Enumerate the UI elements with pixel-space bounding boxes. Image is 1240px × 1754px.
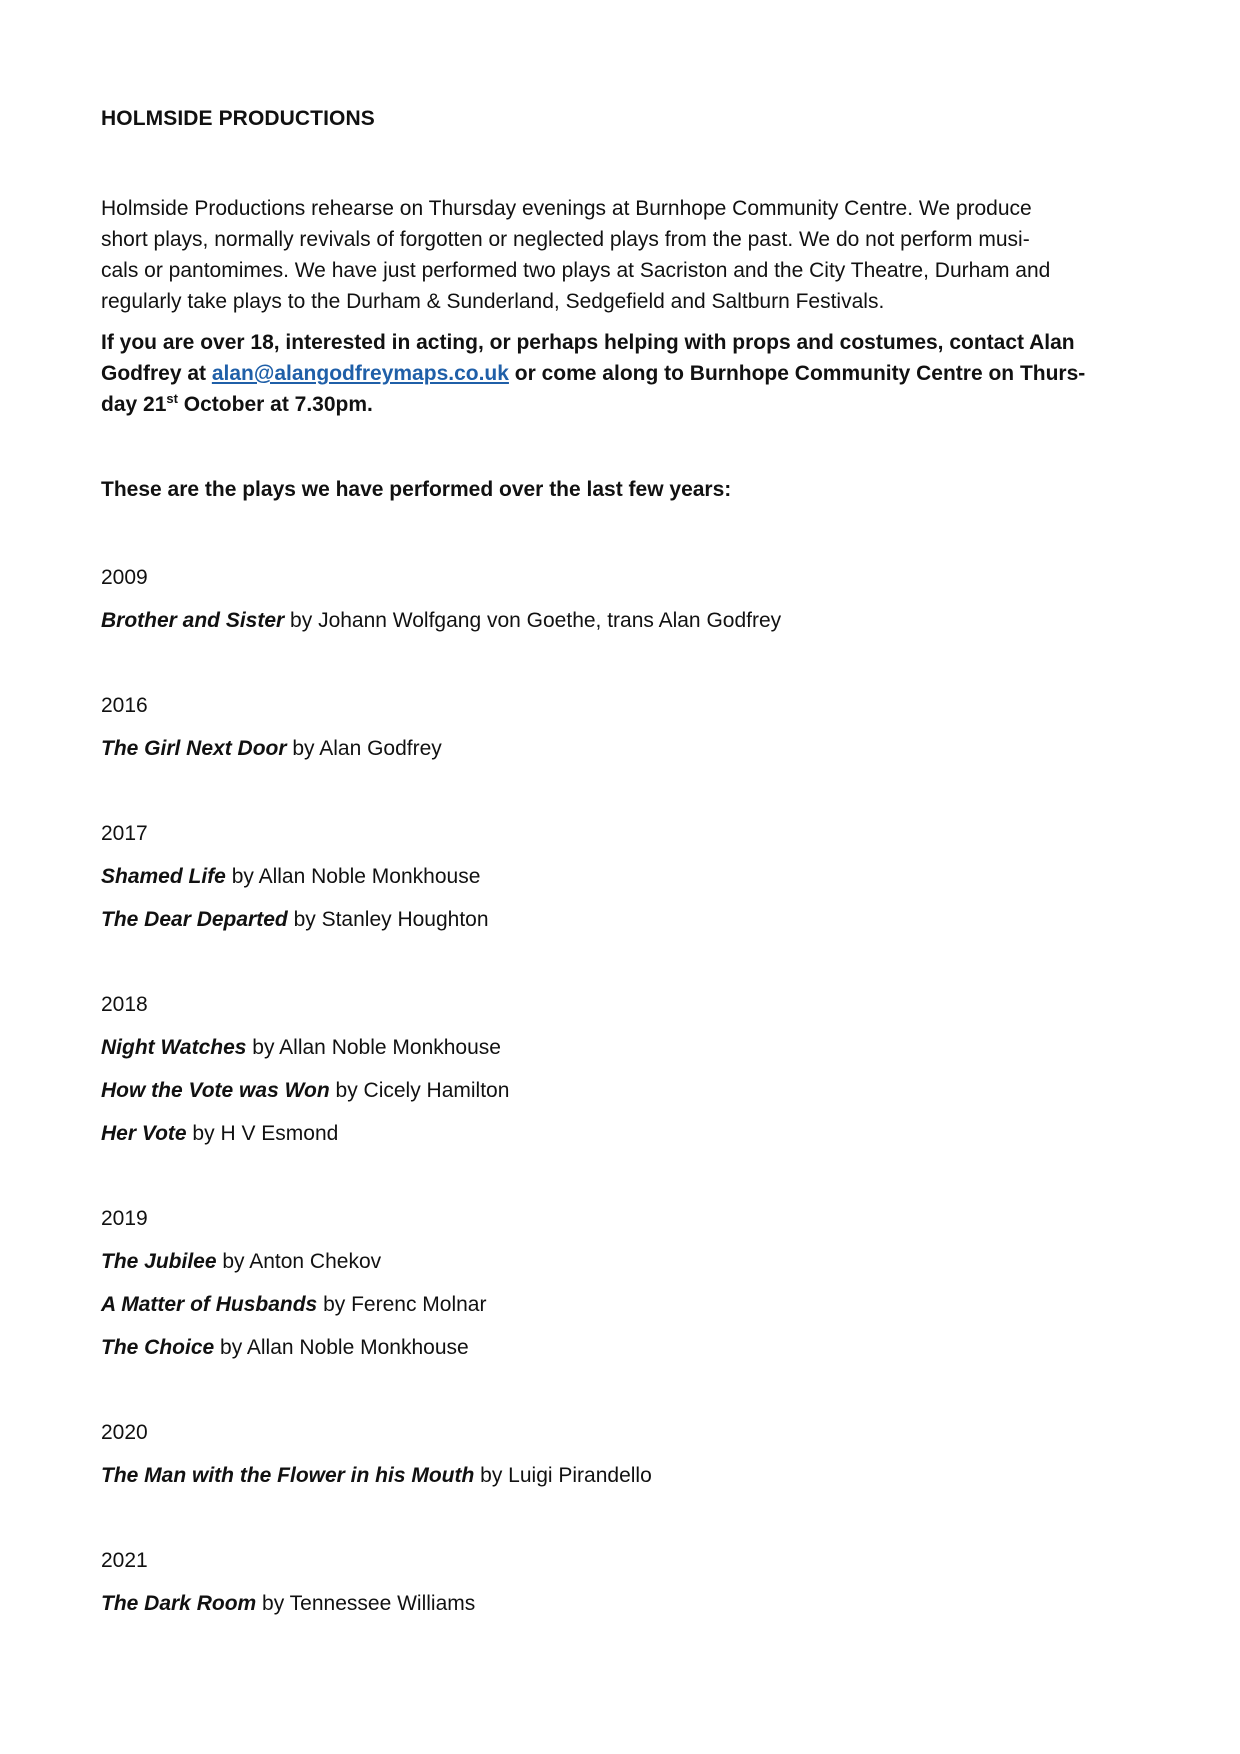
- play-title: Shamed Life: [101, 865, 226, 888]
- play-author: by Ferenc Molnar: [317, 1293, 487, 1316]
- date-ordinal: st: [166, 391, 178, 406]
- callout-text: Godfrey at: [101, 362, 212, 385]
- intro-line: regularly take plays to the Durham & Sunderland, Sedgefield and Saltburn Festivals.: [101, 290, 885, 313]
- play-author: by Allan Noble Monkhouse: [246, 1036, 501, 1059]
- callout-line: [101, 389, 1141, 420]
- play-title: Her Vote: [101, 1122, 187, 1145]
- year-section: [101, 1545, 475, 1631]
- plays-heading: These are the plays we have performed over the last few years:: [101, 478, 732, 501]
- play-title: The Dark Room: [101, 1592, 257, 1615]
- intro-line: short plays, normally revivals of forgotten or neglected plays from the past. We do not perform musi-: [101, 228, 1030, 251]
- play-title: How the Vote was Won: [101, 1079, 330, 1102]
- play-entry: [101, 1246, 486, 1289]
- year-label: 2019: [101, 1207, 148, 1230]
- play-entry: [101, 1588, 475, 1631]
- play-title: Brother and Sister: [101, 609, 285, 632]
- year-label: 2020: [101, 1421, 148, 1444]
- play-title: The Choice: [101, 1336, 215, 1359]
- year-label: 2018: [101, 993, 148, 1016]
- play-title: The Jubilee: [101, 1250, 217, 1273]
- callout-text: or come along to Burnhope Community Centre on Thurs-: [508, 362, 1086, 385]
- play-entry: [101, 1289, 486, 1332]
- play-title: The Girl Next Door: [101, 737, 287, 760]
- year-section: [101, 1417, 652, 1503]
- play-entry: [101, 733, 442, 776]
- year-section: [101, 562, 781, 648]
- play-author: by Allan Noble Monkhouse: [214, 1336, 469, 1359]
- play-author: by Allan Noble Monkhouse: [225, 865, 481, 888]
- play-entry: [101, 1332, 486, 1375]
- year-label: 2021: [101, 1549, 148, 1572]
- callout-line: If you are over 18, interested in acting, or perhaps helping with props and costumes, contact Alan: [101, 331, 1075, 354]
- year-label: 2009: [101, 566, 148, 589]
- play-author: by Cicely Hamilton: [329, 1079, 510, 1102]
- year-section: [101, 989, 509, 1161]
- play-title: Night Watches: [101, 1036, 247, 1059]
- callout-line: [101, 358, 1141, 389]
- year-label: 2016: [101, 694, 148, 717]
- year-label: 2017: [101, 822, 148, 845]
- play-author: by Alan Godfrey: [286, 737, 442, 760]
- play-title: The Dear Departed: [101, 908, 288, 931]
- play-entry: [101, 861, 489, 904]
- year-section: [101, 818, 489, 947]
- play-author: by H V Esmond: [186, 1122, 339, 1145]
- play-author: by Johann Wolfgang von Goethe, trans Alan Godfrey: [284, 609, 782, 632]
- callout-text: October at 7.30pm.: [177, 393, 373, 416]
- year-section: [101, 1203, 486, 1375]
- play-author: by Anton Chekov: [216, 1250, 382, 1273]
- play-author: by Tennessee Williams: [256, 1592, 476, 1615]
- contact-callout: [101, 327, 1141, 420]
- page-title: HOLMSIDE PRODUCTIONS: [101, 107, 375, 130]
- intro-line: Holmside Productions rehearse on Thursday evenings at Burnhope Community Centre. We produce: [101, 197, 1032, 220]
- year-section: [101, 690, 442, 776]
- play-author: by Stanley Houghton: [287, 908, 489, 931]
- play-title: The Man with the Flower in his Mouth: [101, 1464, 475, 1487]
- intro-line: cals or pantomimes. We have just performed two plays at Sacriston and the City Theatre, Durham and: [101, 259, 1051, 282]
- play-title: A Matter of Husbands: [101, 1293, 318, 1316]
- play-entry: [101, 904, 489, 947]
- play-entry: [101, 1075, 509, 1118]
- intro-paragraph: [101, 193, 1141, 317]
- callout-text: day 21: [101, 393, 167, 416]
- play-entry: [101, 1032, 509, 1075]
- play-entry: [101, 605, 781, 648]
- play-entry: [101, 1118, 509, 1161]
- email-link[interactable]: alan@alangodfreymaps.co.uk: [211, 362, 509, 385]
- play-author: by Luigi Pirandello: [474, 1464, 652, 1487]
- play-entry: [101, 1460, 652, 1503]
